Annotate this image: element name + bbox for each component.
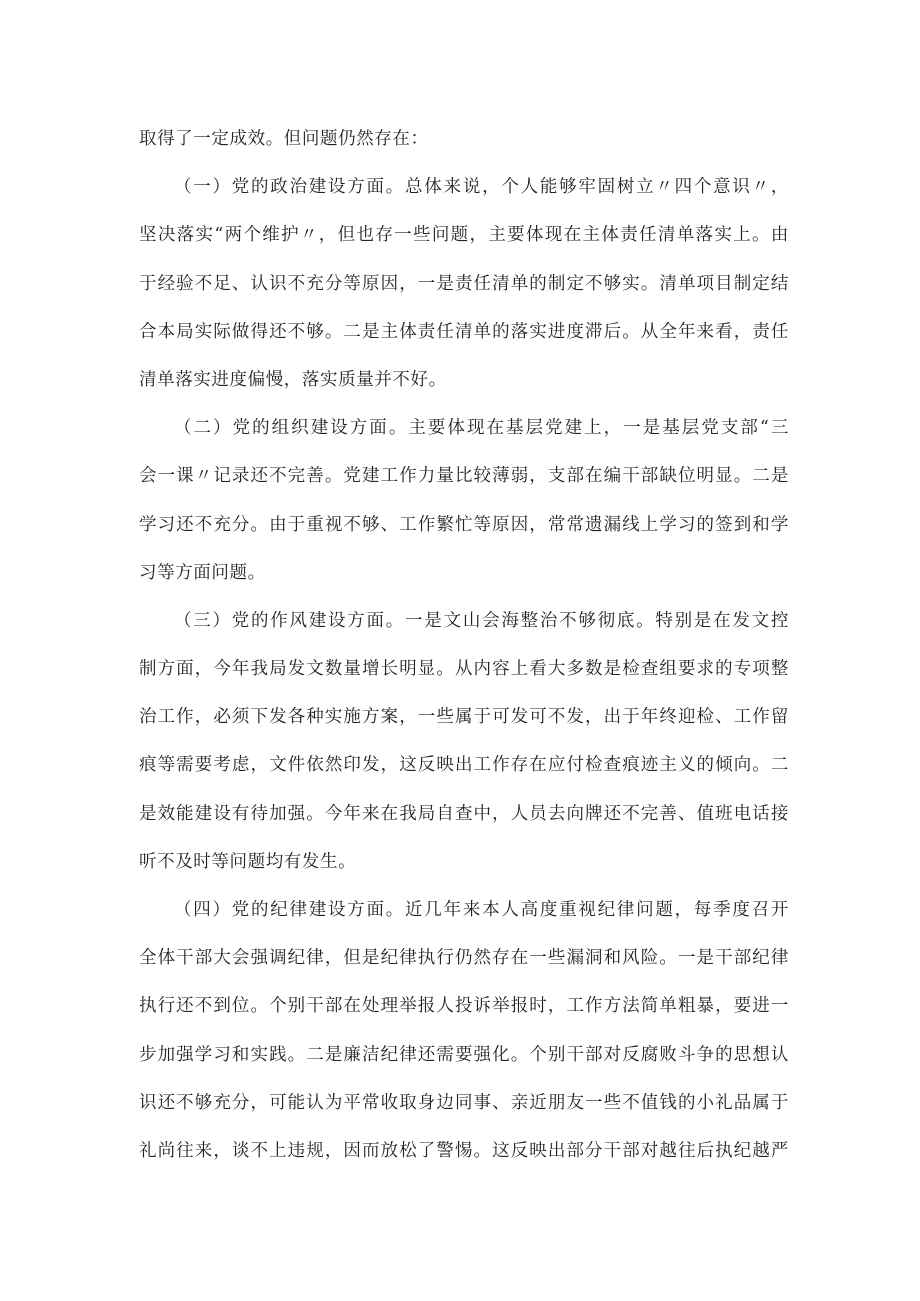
paragraph-line: 是效能建设有待加强。今年来在我局自查中，人员去向牌还不完善、值班电话接 <box>139 803 789 824</box>
paragraph-line: 学习还不充分。由于重视不够、工作繁忙等原因，常常遗漏线上学习的签到和学 <box>139 514 789 535</box>
paragraph-line: 合本局实际做得还不够。二是主体责任清单的落实进度滞后。从全年来看，责任 <box>139 321 789 342</box>
paragraph-organization-construction <box>139 404 789 597</box>
paragraph-line: 治工作，必须下发各种实施方案，一些属于可发可不发，出于年终迎检、工作留 <box>139 707 789 728</box>
paragraph-line: 于经验不足、认识不充分等原因，一是责任清单的制定不够实。清单项目制定结 <box>139 273 789 294</box>
paragraph-line: 习等方面问题。 <box>139 562 266 583</box>
paragraph-line: 识还不够充分，可能认为平常收取身边同事、亲近朋友一些不值钱的小礼品属于 <box>139 1092 789 1113</box>
paragraph-line: （三）党的作风建设方面。一是文山会海整治不够彻底。特别是在发文控 <box>174 610 789 631</box>
paragraph-line: 听不及时等问题均有发生。 <box>139 851 357 872</box>
paragraph-line: 取得了一定成效。但问题仍然存在： <box>139 129 429 149</box>
paragraph-line: 制方面，今年我局发文数量增长明显。从内容上看大多数是检查组要求的专项整 <box>139 659 789 680</box>
paragraph-political-construction <box>139 163 789 404</box>
paragraph-intro <box>139 115 789 163</box>
paragraph-line: （一）党的政治建设方面。总体来说，个人能够牢固树立〃四个意识〃， <box>174 177 789 198</box>
paragraph-line: 会一课〃记录还不完善。党建工作力量比较薄弱，支部在编干部缺位明显。二是 <box>139 466 789 487</box>
paragraph-style-construction <box>139 597 789 886</box>
paragraph-line: 步加强学习和实践。二是廉洁纪律还需要强化。个别干部对反腐败斗争的思想认 <box>139 1044 789 1065</box>
paragraph-line: 坚决落实“两个维护〃，但也存一些问题，主要体现在主体责任清单落实上。由 <box>139 225 789 246</box>
paragraph-line: 执行还不到位。个别干部在处理举报人投诉举报时，工作方法简单粗暴，要进一 <box>139 996 789 1017</box>
paragraph-discipline-construction <box>139 886 789 1175</box>
paragraph-line: 礼尚往来，谈不上违规，因而放松了警惕。这反映出部分干部对越往后执纪越严 <box>139 1140 789 1161</box>
paragraph-line: （二）党的组织建设方面。主要体现在基层党建上，一是基层党支部“三 <box>174 418 789 439</box>
paragraph-line: 痕等需要考虑，文件依然印发，这反映出工作存在应付检查痕迹主义的倾向。二 <box>139 755 789 776</box>
paragraph-line: （四）党的纪律建设方面。近几年来本人高度重视纪律问题，每季度召开 <box>174 900 789 920</box>
paragraph-line: 清单落实进度偏慢，落实质量并不好。 <box>139 369 447 390</box>
document-body <box>139 115 789 1175</box>
paragraph-line: 全体干部大会强调纪律，但是纪律执行仍然存在一些漏洞和风险。一是干部纪律 <box>139 948 789 969</box>
